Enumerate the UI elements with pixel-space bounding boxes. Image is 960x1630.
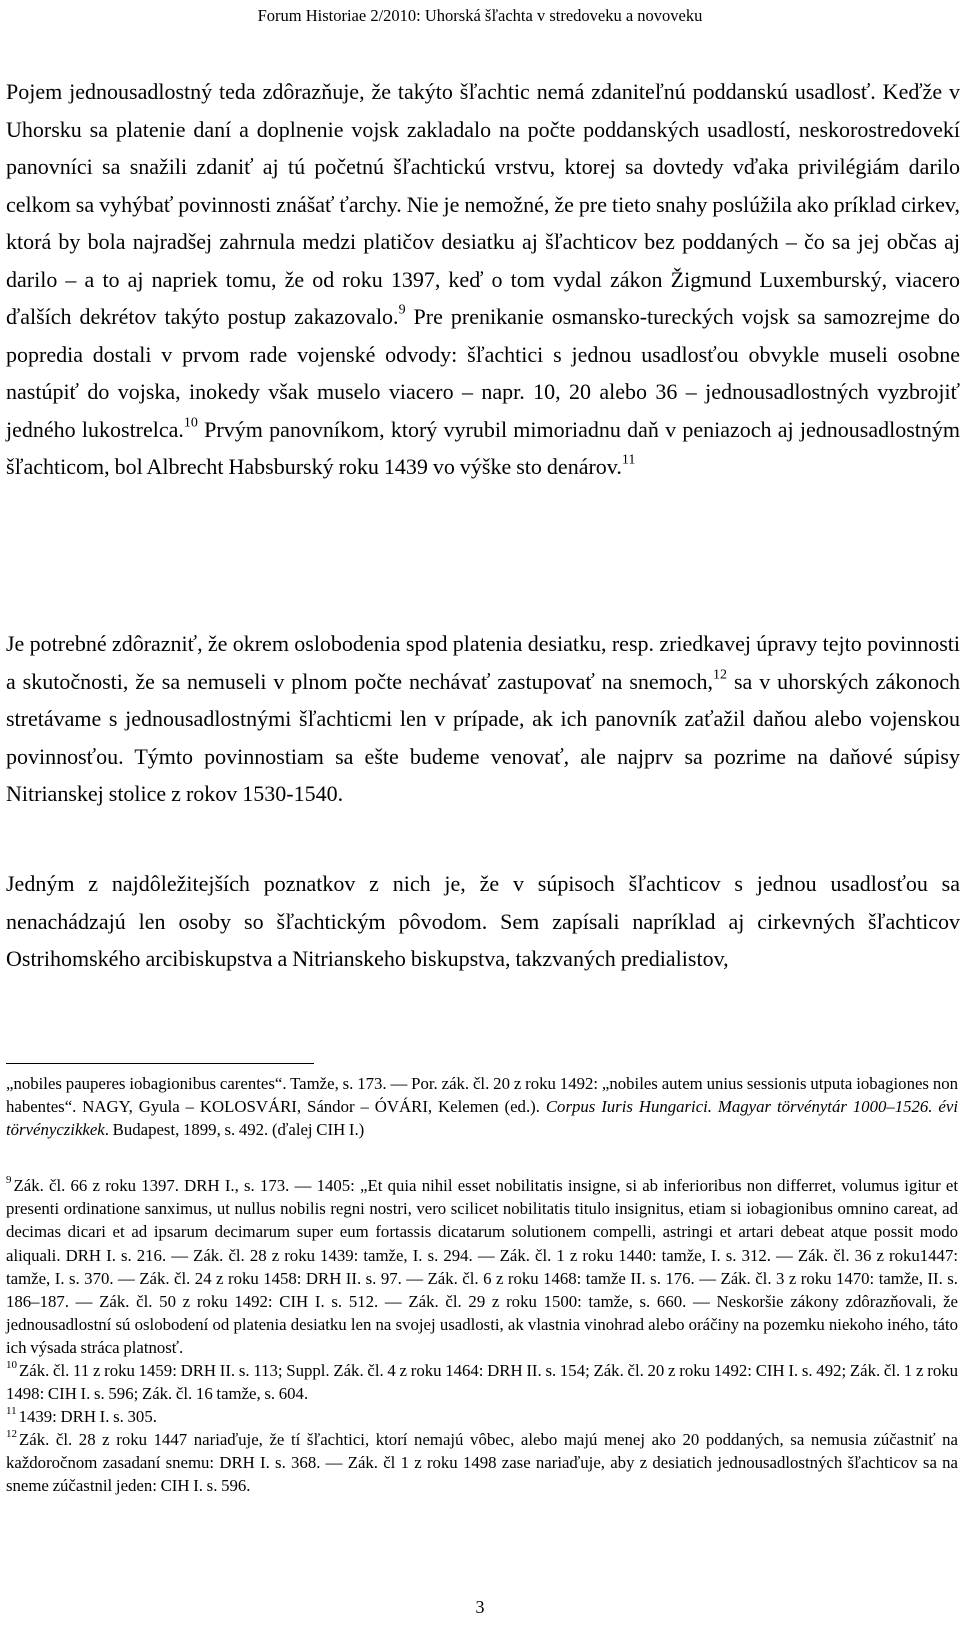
footnote-text: „nobiles pauperes iobagionibus carentes“. Tamže, s. 173. — Por. zák. čl. 20 z roku 1492: „nobiles autem unius sessionis utputa iobagiones non habentes“. NAGY, Gyula – KOLOSVÁRI, Sándor – ÓVÁRI, Kelemen (ed.). xyxy=(6,1074,958,1117)
footnote-text: . Budapest, 1899, s. 492. (ďalej CIH I.) xyxy=(104,1120,365,1140)
page-number: 3 xyxy=(475,1597,485,1617)
footnote-continuation xyxy=(6,1072,958,1142)
footnote-ref-12[interactable]: 12 xyxy=(713,667,728,682)
footnote-ref-11[interactable]: 11 xyxy=(621,452,636,468)
body-paragraph-3 xyxy=(6,865,960,978)
paragraph-text: Jedným z najdôležitejších poznatkov z nich je, že v súpisoch šľachticov s jednou usadlosťou sa nenachádzajú len osoby so šľachtickým pôvodom. Sem zapísali napríklad aj cirkevných šľachticov Ostrihomského arcibiskupstva a Nitrianskeho biskupstva, takzvaných predialistov, xyxy=(6,871,960,971)
footnote-11 xyxy=(6,1405,958,1428)
body-paragraph-1 xyxy=(6,73,960,486)
running-header: Forum Historiae 2/2010: Uhorská šľachta v stredoveku a novoveku xyxy=(257,6,703,25)
footnote-9 xyxy=(6,1174,958,1360)
footnote-text: Zák. čl. 11 z roku 1459: DRH II. s. 113; Suppl. Zák. čl. 4 z roku 1464: DRH II. s. 154; Zák. čl. 20 z roku 1492: CIH I. s. 492; Zák. čl. 1 z roku 1498: CIH I. s. 596; Zák. čl. 16 tamže, s. 604. xyxy=(6,1361,958,1404)
footnote-ref-10[interactable]: 10 xyxy=(183,415,198,430)
footnote-number: 9 xyxy=(6,1174,12,1187)
footnote-number: 10 xyxy=(6,1359,17,1372)
footnote-ref-9[interactable]: 9 xyxy=(398,302,406,318)
paragraph-text: Je potrebné zdôrazniť, že okrem oslobodenia spod platenia desiatku, resp. zriedkavej úpravy tejto povinnosti a skutočnosti, že sa nemuseli v plnom počte nechávať zastupovať na snemoch, xyxy=(6,631,960,694)
footnote-10 xyxy=(6,1359,958,1405)
footnote-separator xyxy=(6,1063,314,1064)
paragraph-text: sa v uhorských zákonoch stretávame s jednousadlostnými šľachticmi len v prípade, ak ich panovník zaťažil daňou alebo vojenskou povinnosťou. Týmto povinnostiam sa ešte budeme venovať, ale najprv sa pozrime na daňové súpisy Nitrianskej stolice z rokov 1530-1540. xyxy=(6,668,960,806)
footnote-12 xyxy=(6,1428,958,1498)
footnote-number: 12 xyxy=(6,1428,17,1441)
footnote-text: 1439: DRH I. s. 305. xyxy=(18,1407,157,1426)
footnote-text: Zák. čl. 28 z roku 1447 nariaďuje, že tí šľachtici, ktorí nemajú vôbec, alebo majú menej ako 20 poddaných, sa nemusia zúčastniť na každoročnom zasadaní snemu: DRH I. s. 368. — Zák. čl 1 z roku 1498 zase nariaďuje, aby z desiatich jednousadlostných šľachticov sa na sneme zúčastnil jeden: CIH I. s. 596. xyxy=(6,1430,958,1496)
footnote-number: 11 xyxy=(6,1405,17,1418)
paragraph-text: Pre prenikanie osmansko-tureckých vojsk sa samozrejme do popredia dostali v prvom rade vojenské odvody: šľachtici s jednou usadlosťou obvykle museli osobne nastúpiť do vojska, inokedy však muselo viacero – napr. 10, 20 alebo 36 – jednousadlostných vyzbrojiť jedného lukostrelca. xyxy=(6,304,960,442)
footnote-title: Corpus Iuris Hungarici. Magyar törvénytár 1000–1526. évi törvényczikkek xyxy=(6,1097,958,1140)
body-paragraph-2 xyxy=(6,625,960,813)
footnote-text: Zák. čl. 66 z roku 1397. DRH I., s. 173. — 1405: „Et quia nihil esset nobilitatis insigne, si ab inferioribus non differret, volumus igitur et presenti ordinatione sanximus, ut nullus nobilis regni nostri, vero scilicet nobilitatis titulo insignitus, etiam si iobagionibus omnino careat, ad decimas dicari et ad ipsarum decimarum super eum fortassis dicatarum solutionem compelli, astringi et artari debeat atque possit modo aliquali. DRH I. s. 216. — Zák. čl. 28 z roku 1439: tamže, I. s. 294. — Zák. čl. 1 z roku 1440: tamže, I. s. 312. — Zák. čl. 36 z roku1447: tamže, I. s. 370. — Zák. čl. 24 z roku 1458: DRH II. s. 97. — Zák. čl. 6 z roku 1468: tamže II. s. 176. — Zák. čl. 3 z roku 1470: tamže, II. s. 186–187. — Zák. čl. 50 z roku 1492: CIH I. s. 512. — Zák. čl. 29 z roku 1500: tamže, s. 660. — Neskoršie zákony zdôrazňovali, že jednousadlostní sú oslobodení od platenia desiatku len na svojej usadlosti, ak vlastnia vinohrad alebo oráčiny na pozemku niekoho iného, táto ich výsada stráca platnosť. xyxy=(6,1176,958,1358)
paragraph-text: Pojem jednousadlostný teda zdôrazňuje, že takýto šľachtic nemá zdaniteľnú poddanskú usadlosť. Keďže v Uhorsku sa platenie daní a doplnenie vojsk zakladalo na počte poddanských usadlostí, neskorostredovekí panovníci sa snažili zdaniť aj tú početnú šľachtickú vrstvu, ktorej sa dovtedy vďaka privilégiám darilo celkom sa vyhýbať povinnosti znášať ťarchy. Nie je nemožné, že pre tieto snahy poslúžila ako príklad cirkev, ktorá by bola najradšej zahrnula medzi platičov desiatku aj šľachticov bez poddaných – čo sa jej občas aj darilo – a to aj napriek tomu, že od roku 1397, keď o tom vydal zákon Žigmund Luxemburský, viacero ďalších dekrétov takýto postup zakazovalo. xyxy=(6,79,960,329)
paragraph-text: Prvým panovníkom, ktorý vyrubil mimoriadnu daň v peniazoch aj jednousadlostným šľachticom, bol Albrecht Habsburský roku 1439 vo výške sto denárov. xyxy=(6,416,960,479)
